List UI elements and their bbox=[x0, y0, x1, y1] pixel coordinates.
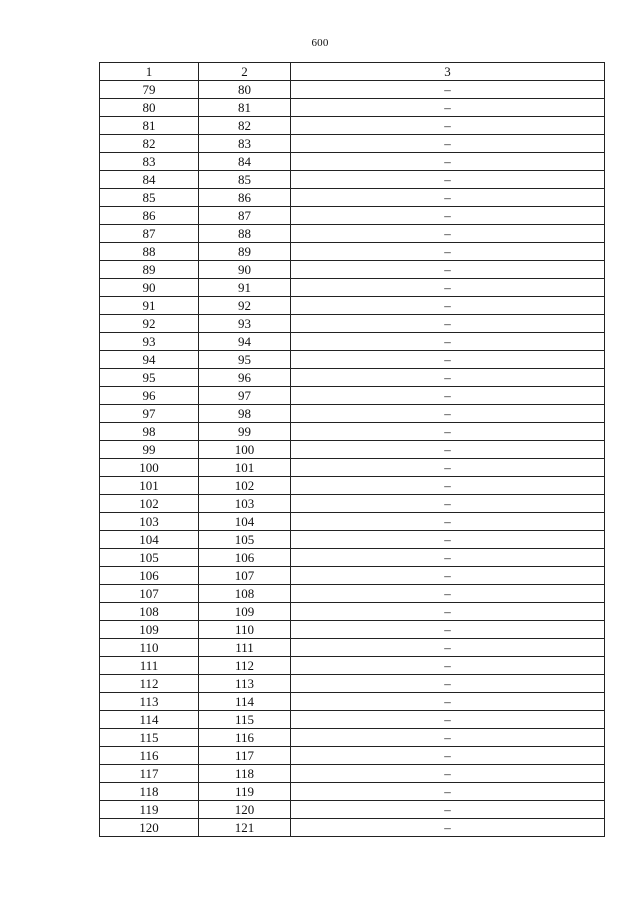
table-row bbox=[100, 405, 605, 423]
table-cell-col-1: 98 bbox=[100, 423, 199, 441]
table-cell-col-3: – bbox=[291, 711, 605, 729]
table-cell-col-3: – bbox=[291, 549, 605, 567]
table-cell-col-2: 81 bbox=[199, 99, 291, 117]
table-row bbox=[100, 387, 605, 405]
table-cell-col-1: 95 bbox=[100, 369, 199, 387]
table-cell-col-1: 105 bbox=[100, 549, 199, 567]
table-row bbox=[100, 693, 605, 711]
table-cell-col-2: 116 bbox=[199, 729, 291, 747]
table-cell-col-2: 96 bbox=[199, 369, 291, 387]
table-cell-col-3: – bbox=[291, 189, 605, 207]
table-row bbox=[100, 513, 605, 531]
table-cell-col-1: 114 bbox=[100, 711, 199, 729]
table-cell-col-1: 83 bbox=[100, 153, 199, 171]
table-cell-col-3: – bbox=[291, 171, 605, 189]
table-row bbox=[100, 171, 605, 189]
table-row bbox=[100, 441, 605, 459]
table-row bbox=[100, 423, 605, 441]
table-cell-col-1: 90 bbox=[100, 279, 199, 297]
table-cell-col-1: 107 bbox=[100, 585, 199, 603]
table-cell-col-3: – bbox=[291, 405, 605, 423]
table-row bbox=[100, 135, 605, 153]
table-cell-col-2: 93 bbox=[199, 315, 291, 333]
table-row bbox=[100, 477, 605, 495]
table-cell-col-1: 89 bbox=[100, 261, 199, 279]
table-row bbox=[100, 747, 605, 765]
table-cell-col-3: – bbox=[291, 531, 605, 549]
table-cell-col-1: 113 bbox=[100, 693, 199, 711]
table-cell-col-2: 80 bbox=[199, 81, 291, 99]
table-cell-col-2: 82 bbox=[199, 117, 291, 135]
table-cell-col-1: 100 bbox=[100, 459, 199, 477]
table-cell-col-1: 84 bbox=[100, 171, 199, 189]
table-cell-col-3: – bbox=[291, 261, 605, 279]
table-cell-col-3: – bbox=[291, 819, 605, 837]
table-cell-col-3: – bbox=[291, 459, 605, 477]
table-cell-col-1: 86 bbox=[100, 207, 199, 225]
table-row bbox=[100, 729, 605, 747]
table-cell-col-1: 99 bbox=[100, 441, 199, 459]
table-cell-col-3: – bbox=[291, 333, 605, 351]
table-cell-col-3: – bbox=[291, 621, 605, 639]
table-cell-col-1: 88 bbox=[100, 243, 199, 261]
table-cell-col-1: 81 bbox=[100, 117, 199, 135]
table-row bbox=[100, 585, 605, 603]
table-row bbox=[100, 189, 605, 207]
table-row bbox=[100, 81, 605, 99]
table-row bbox=[100, 675, 605, 693]
table-cell-col-1: 96 bbox=[100, 387, 199, 405]
table-row bbox=[100, 351, 605, 369]
table-cell-col-2: 114 bbox=[199, 693, 291, 711]
table-cell-col-2: 91 bbox=[199, 279, 291, 297]
table-cell-col-1: 110 bbox=[100, 639, 199, 657]
table-cell-col-3: – bbox=[291, 225, 605, 243]
table-cell-col-2: 98 bbox=[199, 405, 291, 423]
table-cell-col-1: 97 bbox=[100, 405, 199, 423]
table-cell-col-3: – bbox=[291, 675, 605, 693]
table-cell-col-1: 91 bbox=[100, 297, 199, 315]
table-row bbox=[100, 225, 605, 243]
table-cell-col-2: 103 bbox=[199, 495, 291, 513]
table-cell-col-3: – bbox=[291, 279, 605, 297]
table-cell-col-2: 115 bbox=[199, 711, 291, 729]
table-cell-col-1: 103 bbox=[100, 513, 199, 531]
column-header-2: 2 bbox=[199, 63, 291, 81]
table-cell-col-2: 102 bbox=[199, 477, 291, 495]
table-cell-col-3: – bbox=[291, 765, 605, 783]
table-row bbox=[100, 153, 605, 171]
table-row bbox=[100, 657, 605, 675]
table-cell-col-2: 83 bbox=[199, 135, 291, 153]
table-cell-col-1: 92 bbox=[100, 315, 199, 333]
table-cell-col-2: 118 bbox=[199, 765, 291, 783]
table-cell-col-2: 101 bbox=[199, 459, 291, 477]
table-cell-col-1: 80 bbox=[100, 99, 199, 117]
table-cell-col-3: – bbox=[291, 315, 605, 333]
table-cell-col-3: – bbox=[291, 369, 605, 387]
table-cell-col-3: – bbox=[291, 351, 605, 369]
table-row bbox=[100, 801, 605, 819]
table-cell-col-2: 109 bbox=[199, 603, 291, 621]
table-row bbox=[100, 783, 605, 801]
table-cell-col-2: 92 bbox=[199, 297, 291, 315]
table-cell-col-3: – bbox=[291, 153, 605, 171]
table-row bbox=[100, 261, 605, 279]
table-cell-col-1: 111 bbox=[100, 657, 199, 675]
table-cell-col-2: 107 bbox=[199, 567, 291, 585]
table-cell-col-1: 120 bbox=[100, 819, 199, 837]
table-cell-col-3: – bbox=[291, 243, 605, 261]
table-row bbox=[100, 819, 605, 837]
table-cell-col-1: 117 bbox=[100, 765, 199, 783]
table-cell-col-3: – bbox=[291, 297, 605, 315]
table-cell-col-2: 85 bbox=[199, 171, 291, 189]
table-row bbox=[100, 207, 605, 225]
table-cell-col-3: – bbox=[291, 567, 605, 585]
table-row bbox=[100, 567, 605, 585]
table-header bbox=[100, 63, 605, 81]
table-cell-col-2: 121 bbox=[199, 819, 291, 837]
table-row bbox=[100, 243, 605, 261]
table-row bbox=[100, 369, 605, 387]
page-number: 600 bbox=[311, 37, 329, 49]
column-header-1: 1 bbox=[100, 63, 199, 81]
table-cell-col-3: – bbox=[291, 99, 605, 117]
table-cell-col-2: 95 bbox=[199, 351, 291, 369]
table-cell-col-3: – bbox=[291, 441, 605, 459]
table-cell-col-3: – bbox=[291, 693, 605, 711]
table-cell-col-1: 112 bbox=[100, 675, 199, 693]
table-row bbox=[100, 99, 605, 117]
table-cell-col-2: 84 bbox=[199, 153, 291, 171]
table-row bbox=[100, 639, 605, 657]
table-cell-col-2: 120 bbox=[199, 801, 291, 819]
table-cell-col-1: 118 bbox=[100, 783, 199, 801]
table-cell-col-1: 109 bbox=[100, 621, 199, 639]
table-cell-col-3: – bbox=[291, 603, 605, 621]
table-cell-col-1: 93 bbox=[100, 333, 199, 351]
table-cell-col-2: 89 bbox=[199, 243, 291, 261]
table-cell-col-3: – bbox=[291, 135, 605, 153]
table-cell-col-2: 106 bbox=[199, 549, 291, 567]
table-cell-col-2: 99 bbox=[199, 423, 291, 441]
table-row bbox=[100, 315, 605, 333]
table-cell-col-3: – bbox=[291, 729, 605, 747]
table-cell-col-1: 102 bbox=[100, 495, 199, 513]
table-cell-col-3: – bbox=[291, 657, 605, 675]
table-cell-col-3: – bbox=[291, 207, 605, 225]
table-cell-col-2: 111 bbox=[199, 639, 291, 657]
table-cell-col-2: 86 bbox=[199, 189, 291, 207]
table-cell-col-2: 112 bbox=[199, 657, 291, 675]
table-cell-col-2: 94 bbox=[199, 333, 291, 351]
table-cell-col-1: 115 bbox=[100, 729, 199, 747]
table-cell-col-2: 113 bbox=[199, 675, 291, 693]
table-cell-col-2: 117 bbox=[199, 747, 291, 765]
header-row bbox=[100, 63, 605, 81]
table-cell-col-3: – bbox=[291, 585, 605, 603]
table-row bbox=[100, 603, 605, 621]
table-cell-col-1: 116 bbox=[100, 747, 199, 765]
table-cell-col-2: 110 bbox=[199, 621, 291, 639]
table-cell-col-3: – bbox=[291, 117, 605, 135]
table-cell-col-1: 119 bbox=[100, 801, 199, 819]
table-cell-col-3: – bbox=[291, 495, 605, 513]
column-header-3: 3 bbox=[291, 63, 605, 81]
table-cell-col-3: – bbox=[291, 783, 605, 801]
table-cell-col-1: 79 bbox=[100, 81, 199, 99]
table-cell-col-2: 100 bbox=[199, 441, 291, 459]
table-row bbox=[100, 495, 605, 513]
table-row bbox=[100, 531, 605, 549]
table-row bbox=[100, 117, 605, 135]
table-body bbox=[100, 81, 605, 837]
table-row bbox=[100, 459, 605, 477]
table-cell-col-2: 90 bbox=[199, 261, 291, 279]
table-cell-col-3: – bbox=[291, 81, 605, 99]
table-row bbox=[100, 279, 605, 297]
table-cell-col-1: 85 bbox=[100, 189, 199, 207]
table-cell-col-2: 105 bbox=[199, 531, 291, 549]
table-row bbox=[100, 549, 605, 567]
table-cell-col-2: 88 bbox=[199, 225, 291, 243]
table-cell-col-2: 97 bbox=[199, 387, 291, 405]
table-row bbox=[100, 333, 605, 351]
table-row bbox=[100, 711, 605, 729]
table-cell-col-2: 119 bbox=[199, 783, 291, 801]
table-cell-col-3: – bbox=[291, 801, 605, 819]
table-cell-col-3: – bbox=[291, 423, 605, 441]
table-cell-col-1: 82 bbox=[100, 135, 199, 153]
table-row bbox=[100, 621, 605, 639]
table-cell-col-3: – bbox=[291, 639, 605, 657]
table-cell-col-3: – bbox=[291, 513, 605, 531]
table-cell-col-1: 108 bbox=[100, 603, 199, 621]
table-row bbox=[100, 297, 605, 315]
data-table bbox=[99, 62, 605, 837]
table-cell-col-2: 108 bbox=[199, 585, 291, 603]
table-cell-col-1: 94 bbox=[100, 351, 199, 369]
table-cell-col-2: 104 bbox=[199, 513, 291, 531]
table-cell-col-3: – bbox=[291, 387, 605, 405]
table-cell-col-2: 87 bbox=[199, 207, 291, 225]
table-row bbox=[100, 765, 605, 783]
table-cell-col-1: 106 bbox=[100, 567, 199, 585]
table-cell-col-3: – bbox=[291, 477, 605, 495]
table-cell-col-3: – bbox=[291, 747, 605, 765]
table-cell-col-1: 101 bbox=[100, 477, 199, 495]
table-cell-col-1: 104 bbox=[100, 531, 199, 549]
table-cell-col-1: 87 bbox=[100, 225, 199, 243]
